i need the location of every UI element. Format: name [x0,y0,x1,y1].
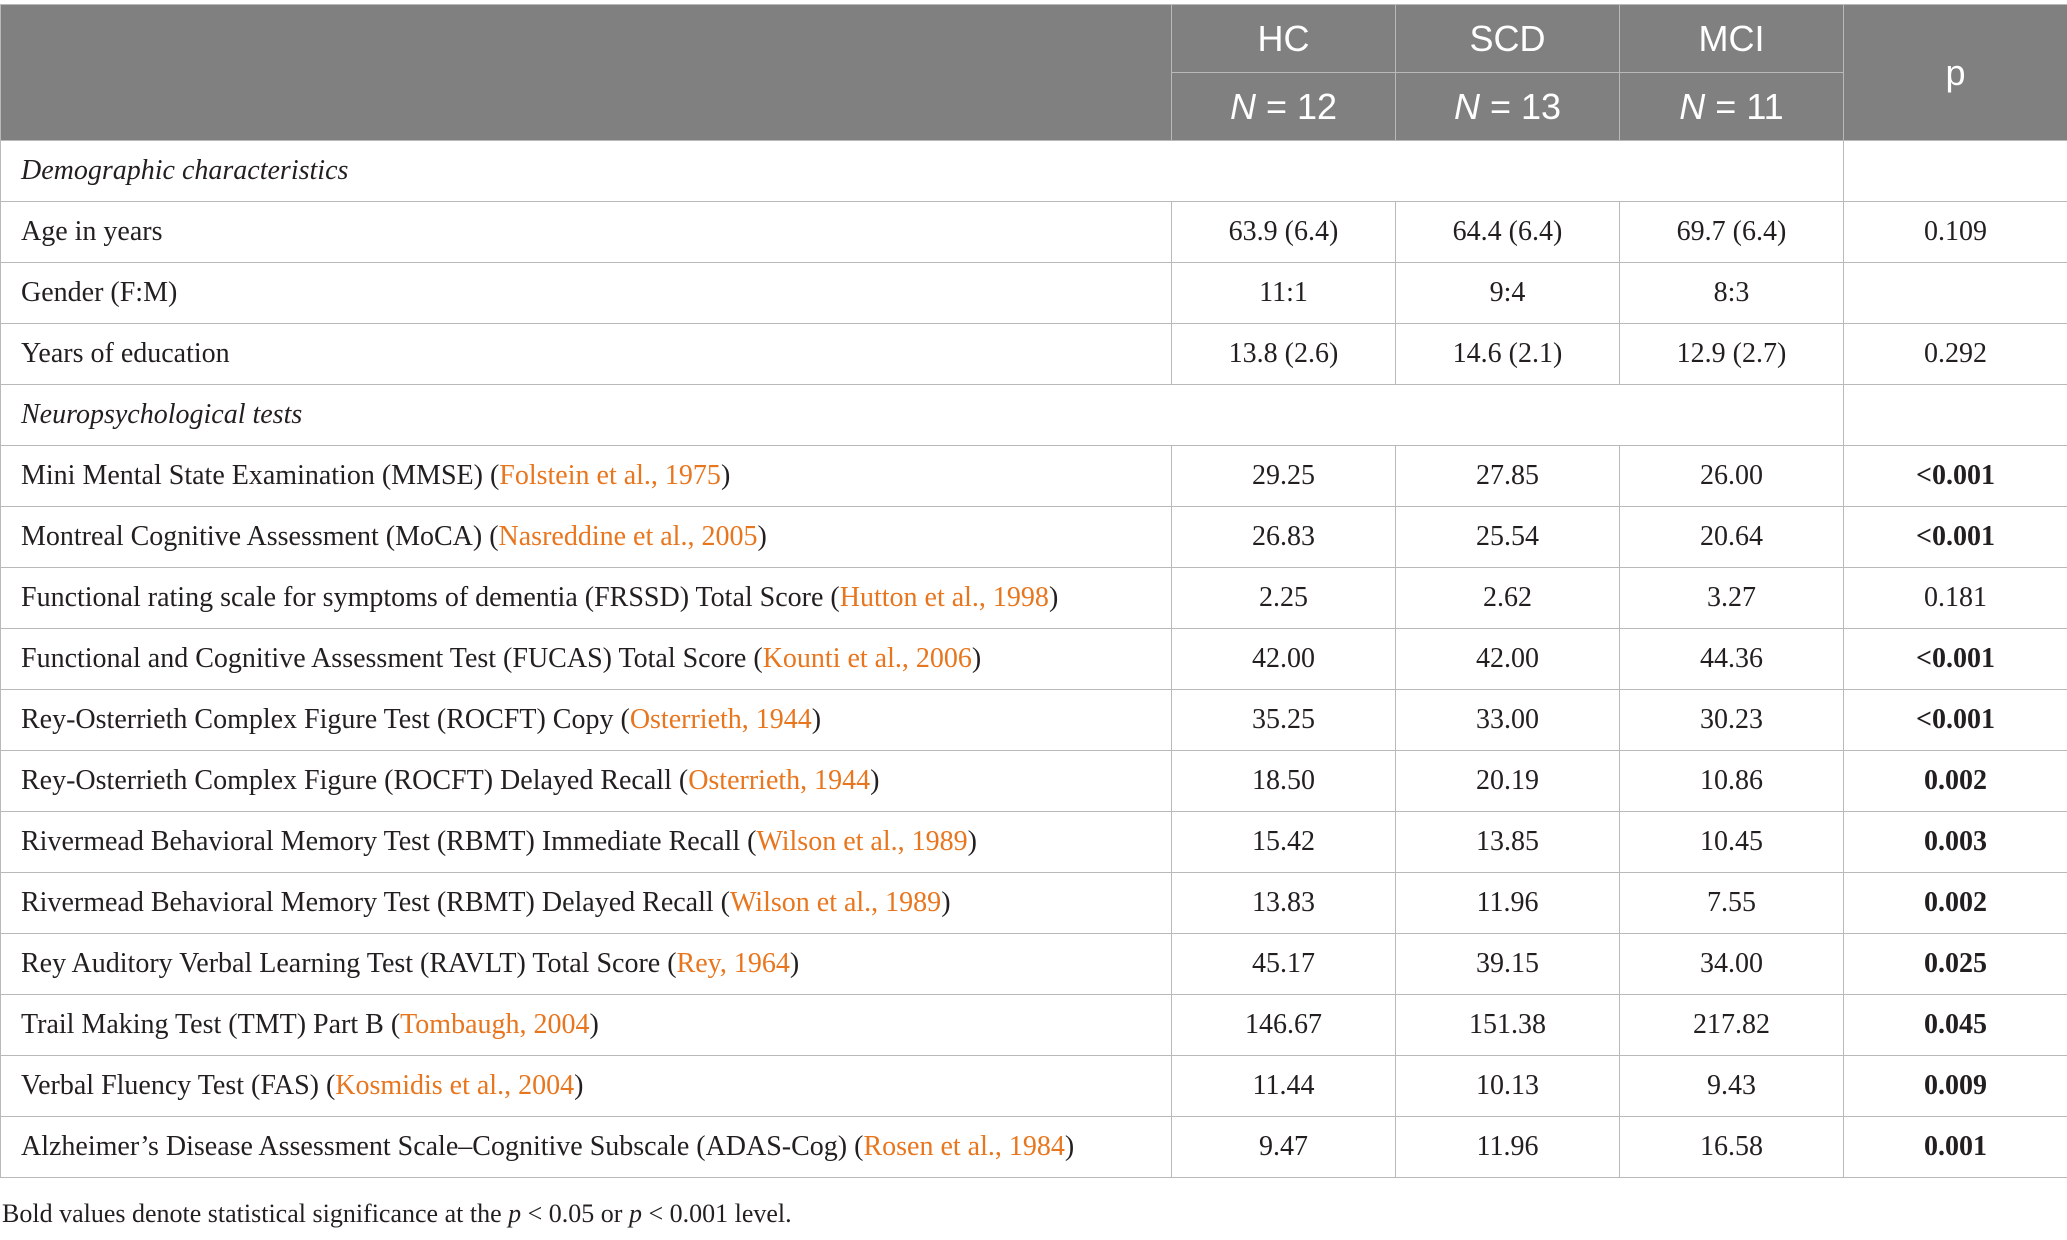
cell-scd: 11.96 [1396,873,1620,934]
cell-mci: 34.00 [1620,934,1844,995]
cell-scd: 33.00 [1396,690,1620,751]
table-row [1,324,2067,385]
cell-scd: 10.13 [1396,1056,1620,1117]
cell-hc: 45.17 [1172,934,1396,995]
section-row [1,141,2067,202]
footnote: Bold values denote statistical significance at the p < 0.05 or p < 0.001 level. [2,1199,792,1228]
row-label: Rey-Osterrieth Complex Figure (ROCFT) Delayed Recall (Osterrieth, 1944) [1,751,1172,812]
cell-hc: 29.25 [1172,446,1396,507]
cell-mci: 8:3 [1620,263,1844,324]
cell-p: <0.001 [1844,629,2067,690]
citation-link[interactable]: Hutton et al., 1998 [839,582,1049,613]
table-row [1,690,2067,751]
cell-hc: 26.83 [1172,507,1396,568]
cell-scd: 11.96 [1396,1117,1620,1178]
citation-link[interactable]: Wilson et al., 1989 [756,826,968,857]
cell-p: <0.001 [1844,690,2067,751]
row-label: Rivermead Behavioral Memory Test (RBMT) Immediate Recall (Wilson et al., 1989) [1,812,1172,873]
cell-mci: 30.23 [1620,690,1844,751]
row-label: Rivermead Behavioral Memory Test (RBMT) Delayed Recall (Wilson et al., 1989) [1,873,1172,934]
results-table [0,4,2067,1178]
cell-hc: 9.47 [1172,1117,1396,1178]
cell-scd: 20.19 [1396,751,1620,812]
table-header [1,5,2067,141]
table-row [1,629,2067,690]
table-row [1,873,2067,934]
cell-scd: 42.00 [1396,629,1620,690]
table-row [1,1056,2067,1117]
citation-link[interactable]: Rosen et al., 1984 [863,1131,1065,1162]
cell-scd: 151.38 [1396,995,1620,1056]
table-row [1,934,2067,995]
cell-p: 0.181 [1844,568,2067,629]
section-title: Neuropsychological tests [1,385,1844,446]
cell-mci: 10.86 [1620,751,1844,812]
table-row [1,263,2067,324]
row-label: Montreal Cognitive Assessment (MoCA) (Nasreddine et al., 2005) [1,507,1172,568]
cell-hc: 15.42 [1172,812,1396,873]
cell-scd: 27.85 [1396,446,1620,507]
table-body [1,141,2067,1178]
cell-p: 0.292 [1844,324,2067,385]
cell-p: 0.025 [1844,934,2067,995]
cell-mci: 16.58 [1620,1117,1844,1178]
header-group-mci: MCI [1620,5,1844,73]
table-row [1,1117,2067,1178]
cell-hc: 146.67 [1172,995,1396,1056]
cell-p: 0.002 [1844,873,2067,934]
cell-p: 0.003 [1844,812,2067,873]
section-p-empty [1844,141,2067,202]
header-p: p [1844,5,2067,141]
cell-mci: 69.7 (6.4) [1620,202,1844,263]
row-label: Functional rating scale for symptoms of dementia (FRSSD) Total Score (Hutton et al., 1998) [1,568,1172,629]
citation-link[interactable]: Kounti et al., 2006 [762,643,972,674]
citation-link[interactable]: Tombaugh, 2004 [400,1009,590,1040]
row-label: Rey Auditory Verbal Learning Test (RAVLT) Total Score (Rey, 1964) [1,934,1172,995]
cell-mci: 20.64 [1620,507,1844,568]
header-group-scd: SCD [1396,5,1620,73]
header-n-hc: N = 12 [1172,73,1396,141]
header-n-mci: N = 11 [1620,73,1844,141]
cell-p: 0.045 [1844,995,2067,1056]
row-label: Alzheimer’s Disease Assessment Scale–Cognitive Subscale (ADAS-Cog) (Rosen et al., 1984) [1,1117,1172,1178]
cell-hc: 13.83 [1172,873,1396,934]
table-row [1,751,2067,812]
table-row [1,812,2067,873]
citation-link[interactable]: Rey, 1964 [676,948,790,979]
section-row [1,385,2067,446]
cell-hc: 18.50 [1172,751,1396,812]
cell-p: <0.001 [1844,507,2067,568]
citation-link[interactable]: Wilson et al., 1989 [730,887,942,918]
header-n-scd: N = 13 [1396,73,1620,141]
citation-link[interactable]: Osterrieth, 1944 [629,704,812,735]
row-label: Rey-Osterrieth Complex Figure Test (ROCFT) Copy (Osterrieth, 1944) [1,690,1172,751]
cell-scd: 25.54 [1396,507,1620,568]
row-label: Verbal Fluency Test (FAS) (Kosmidis et al., 2004) [1,1056,1172,1117]
cell-hc: 63.9 (6.4) [1172,202,1396,263]
cell-scd: 14.6 (2.1) [1396,324,1620,385]
cell-scd: 13.85 [1396,812,1620,873]
section-p-empty [1844,385,2067,446]
table-row [1,507,2067,568]
cell-hc: 42.00 [1172,629,1396,690]
cell-scd: 39.15 [1396,934,1620,995]
cell-mci: 10.45 [1620,812,1844,873]
citation-link[interactable]: Kosmidis et al., 2004 [335,1070,575,1101]
citation-link[interactable]: Osterrieth, 1944 [688,765,871,796]
table-row [1,568,2067,629]
cell-mci: 217.82 [1620,995,1844,1056]
table-row [1,446,2067,507]
section-title: Demographic characteristics [1,141,1844,202]
table-row [1,995,2067,1056]
cell-scd: 64.4 (6.4) [1396,202,1620,263]
row-label: Trail Making Test (TMT) Part B (Tombaugh, 2004) [1,995,1172,1056]
cell-mci: 9.43 [1620,1056,1844,1117]
cell-p: 0.109 [1844,202,2067,263]
cell-mci: 7.55 [1620,873,1844,934]
cell-hc: 2.25 [1172,568,1396,629]
table-row [1,202,2067,263]
cell-mci: 26.00 [1620,446,1844,507]
citation-link[interactable]: Folstein et al., 1975 [499,460,721,491]
cell-p [1844,263,2067,324]
row-label: Mini Mental State Examination (MMSE) (Folstein et al., 1975) [1,446,1172,507]
header-group-hc: HC [1172,5,1396,73]
cell-scd: 9:4 [1396,263,1620,324]
cell-p: 0.001 [1844,1117,2067,1178]
row-label: Functional and Cognitive Assessment Test (FUCAS) Total Score (Kounti et al., 2006) [1,629,1172,690]
cell-scd: 2.62 [1396,568,1620,629]
cell-hc: 11.44 [1172,1056,1396,1117]
cell-mci: 12.9 (2.7) [1620,324,1844,385]
row-label: Age in years [1,202,1172,263]
cell-mci: 3.27 [1620,568,1844,629]
cell-p: <0.001 [1844,446,2067,507]
cell-hc: 35.25 [1172,690,1396,751]
cell-p: 0.002 [1844,751,2067,812]
cell-mci: 44.36 [1620,629,1844,690]
row-label: Gender (F:M) [1,263,1172,324]
cell-hc: 13.8 (2.6) [1172,324,1396,385]
citation-link[interactable]: Nasreddine et al., 2005 [498,521,758,552]
row-label: Years of education [1,324,1172,385]
cell-p: 0.009 [1844,1056,2067,1117]
header-empty-cell [1,5,1172,141]
cell-hc: 11:1 [1172,263,1396,324]
